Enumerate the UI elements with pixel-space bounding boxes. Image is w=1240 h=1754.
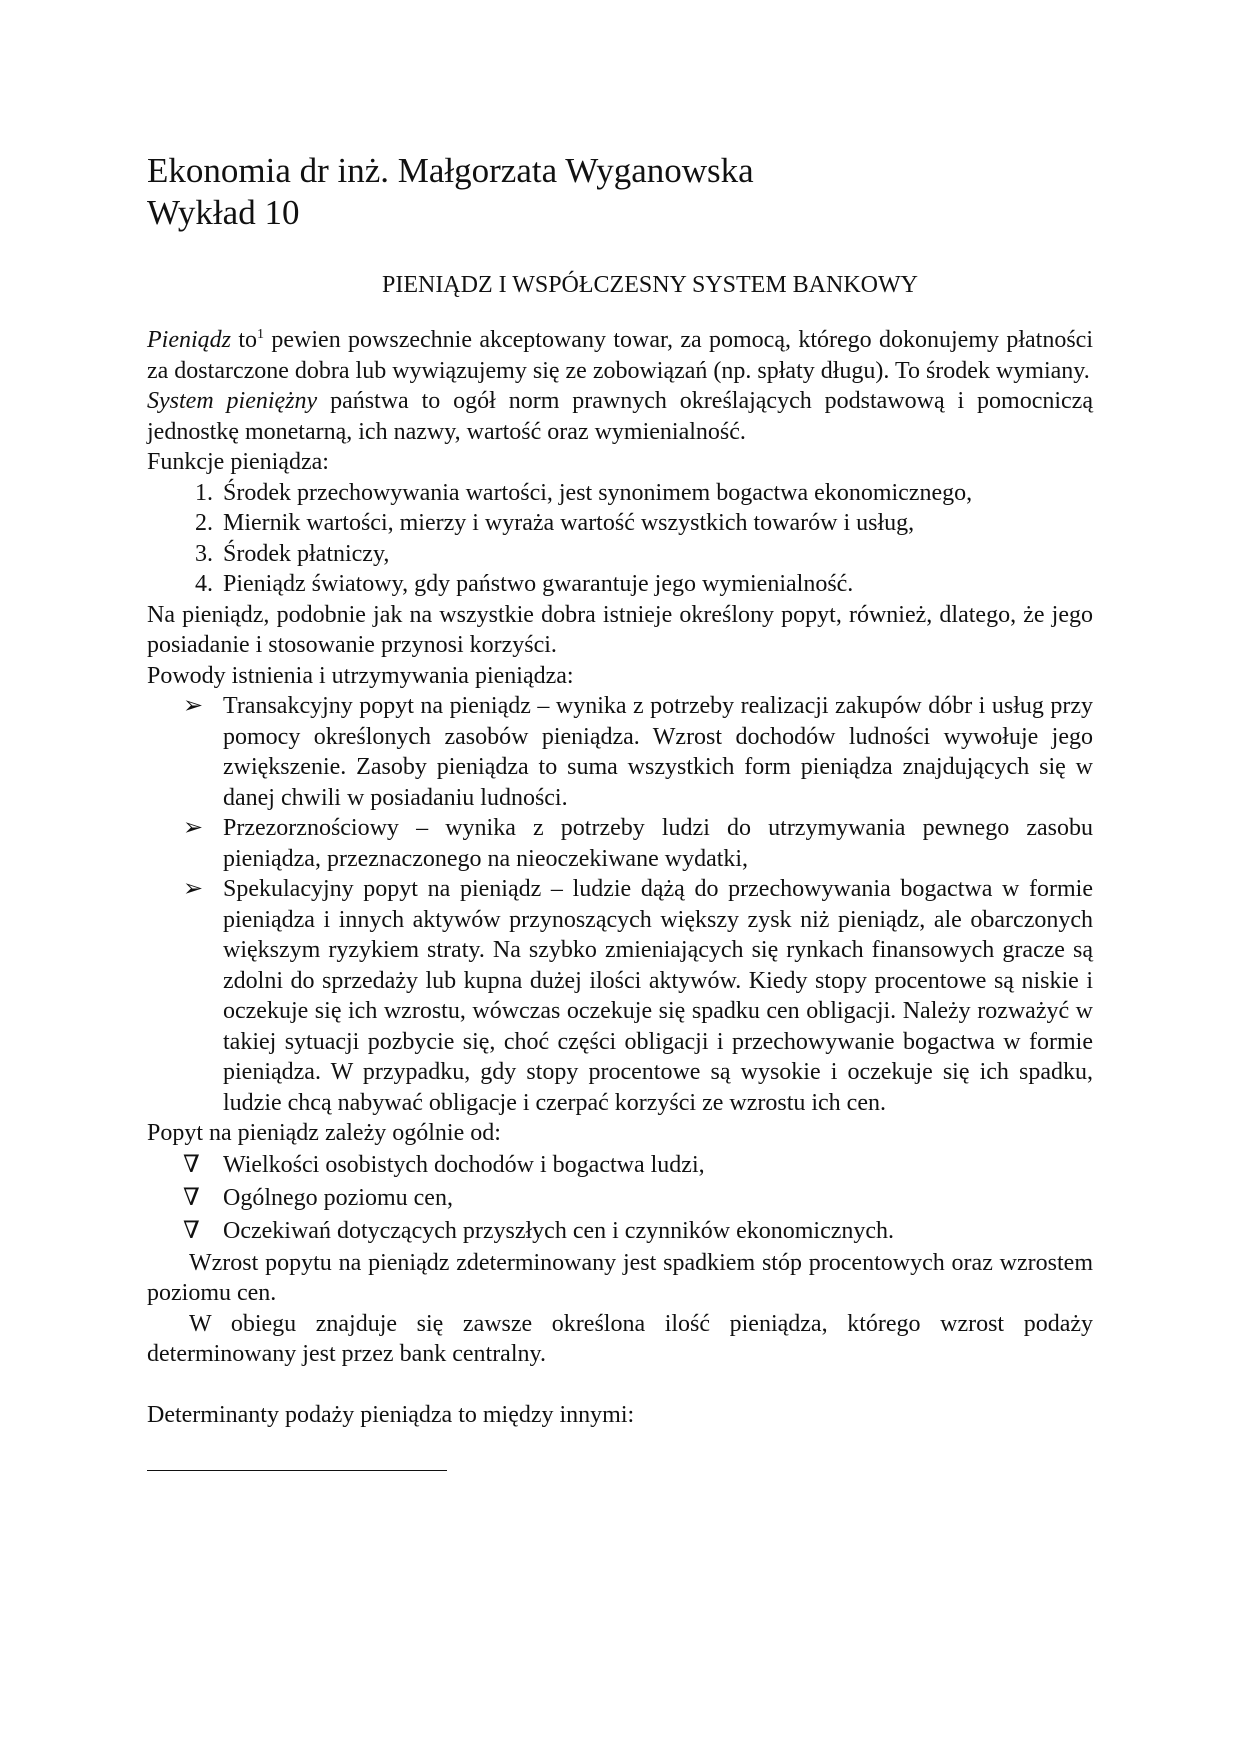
term-pieniadz: Pieniądz [147, 327, 231, 353]
list-item-text: Transakcyjny popyt na pieniądz – wynika z potrzeby realizacji zakupów dóbr i usług przy pomocy określonych zasobów pieniądza. Wzrost dochodów ludności wywołuje jego zwiększenie. Zasoby pieniądza to suma wszystkich form pieniądza znajdujących się w danej chwili w posiadaniu ludności. [223, 693, 1093, 811]
intro-paragraph [147, 325, 1093, 386]
intro-definition: pewien powszechnie akceptowany towar, za pomocą, którego dokonujemy płatności za dostarczone dobra lub wywiązujemy się ze zobowiązań (np. spłaty długu). To środek wymiany. [147, 327, 1093, 384]
list-item-text: Przezorznościowy – wynika z potrzeby ludzi do utrzymywania pewnego zasobu pieniądza, przeznaczonego na nieoczekiwane wydatki, [223, 815, 1093, 872]
section-heading: PIENIĄDZ I WSPÓŁCZESNY SYSTEM BANKOWY [381, 272, 918, 298]
list-number: 3. [195, 540, 213, 567]
document-title [147, 150, 1093, 234]
nabla-bullet-icon: ∇ [183, 1184, 200, 1211]
document-page [147, 150, 1093, 1471]
footnote-separator [147, 1470, 447, 1471]
title-line-2: Wykład 10 [147, 193, 300, 232]
list-number: 2. [195, 510, 213, 536]
list-item [147, 478, 1093, 509]
arrow-bullet-icon: ➢ [183, 876, 204, 902]
nabla-bullet-icon: ∇ [183, 1151, 200, 1178]
list-number: 1. [195, 479, 213, 506]
functions-heading: Funkcje pieniądza: [147, 449, 329, 475]
demand-paragraph: Na pieniądz, podobnie jak na wszystkie dobra istnieje określony popyt, również, dlatego, że jego posiadanie i stosowanie przynosi korzyści. [147, 601, 1093, 658]
list-item-text: Wielkości osobistych dochodów i bogactwa ludzi, [223, 1151, 705, 1178]
list-item [147, 569, 1093, 600]
reasons-heading: Powody istnienia i utrzymywania pieniądza: [147, 662, 574, 689]
list-item-text: Oczekiwań dotyczących przyszłych cen i czynników ekonomicznych. [223, 1217, 895, 1244]
list-item-text: Spekulacyjny popyt na pieniądz – ludzie dążą do przechowywania bogactwa w formie pieniądza i innych aktywów przynoszących większy zysk niż pieniądz, ale obarczonych większym ryzykiem straty. Na szybko zmieniających się rynkach finansowych gracze są zdolni do sprzedaży lub kupna dużej ilości aktywów. Kiedy stopy procentowe są niskie i oczekuje się ich wzrostu, wówczas oczekuje się spadku cen obligacji. Należy rozważyć w takiej sytuacji pozbycie się, choć części obligacji i przechowywanie bogactwa w formie pieniądza. W przypadku, gdy stopy procentowe są wysokie i oczekuje się ich spadku, ludzie chcą nabywać obligacje i czerpać korzyści ze wzrostu ich cen. [223, 876, 1093, 1116]
reasons-list [147, 691, 1093, 1118]
list-item [147, 691, 1093, 813]
system-definition: państwa to ogół norm prawnych określających podstawową i pomocniczą jednostkę monetarną, ich nazwy, wartość oraz wymienialność. [147, 388, 1093, 445]
term-system: System pieniężny [147, 388, 318, 414]
functions-list [147, 478, 1093, 600]
nabla-bullet-icon: ∇ [183, 1217, 200, 1244]
list-item-text: Ogólnego poziomu cen, [223, 1184, 453, 1211]
list-item [147, 539, 1093, 570]
list-item-text: Miernik wartości, mierzy i wyraża wartość wszystkich towarów i usług, [223, 510, 915, 536]
list-item [147, 1182, 1093, 1215]
list-number: 4. [195, 571, 213, 597]
determinants-heading: Determinanty podaży pieniądza to między innymi: [147, 1401, 635, 1428]
list-item [147, 874, 1093, 1118]
list-item [147, 1215, 1093, 1248]
spacer [147, 1370, 1093, 1400]
depends-heading: Popyt na pieniądz zależy ogólnie od: [147, 1120, 501, 1146]
intro-to: to [231, 327, 258, 353]
list-item [147, 508, 1093, 539]
growth-paragraph: Wzrost popytu na pieniądz zdeterminowany jest spadkiem stóp procentowych oraz wzrostem poziomu cen. [147, 1249, 1093, 1306]
footnote-ref[interactable]: 1 [257, 327, 265, 342]
list-item [147, 813, 1093, 874]
list-item [147, 1149, 1093, 1182]
system-paragraph [147, 386, 1093, 447]
arrow-bullet-icon: ➢ [183, 815, 204, 841]
depends-list [147, 1149, 1093, 1248]
title-line-1: Ekonomia dr inż. Małgorzata Wyganowska [147, 151, 754, 190]
arrow-bullet-icon: ➢ [183, 693, 204, 719]
list-item-text: Środek przechowywania wartości, jest synonimem bogactwa ekonomicznego, [223, 479, 973, 506]
list-item-text: Pieniądz światowy, gdy państwo gwarantuje jego wymienialność. [223, 571, 854, 597]
circulation-paragraph: W obiegu znajduje się zawsze określona ilość pieniądza, którego wzrost podaży determinowany jest przez bank centralny. [147, 1310, 1093, 1367]
list-item-text: Środek płatniczy, [223, 540, 390, 567]
